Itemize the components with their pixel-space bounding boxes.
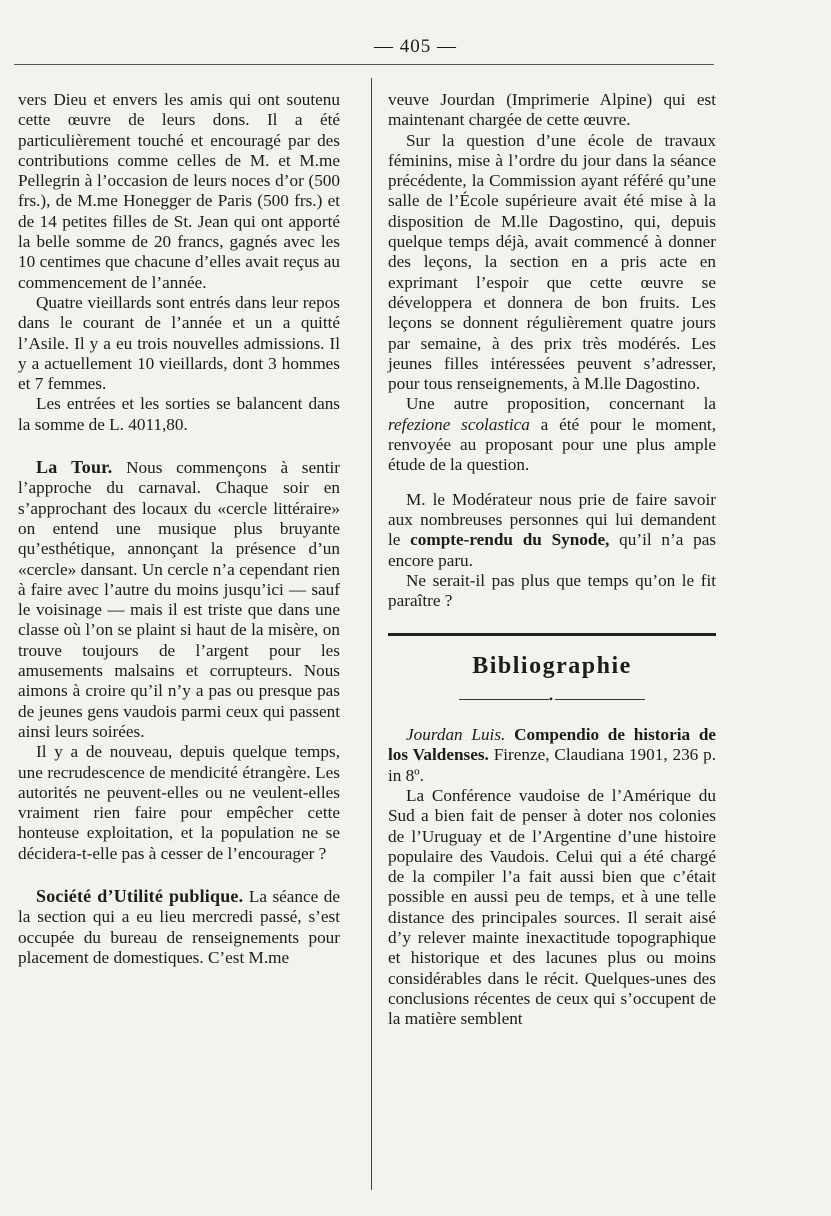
bibliographie-heading: Bibliographie: [472, 653, 632, 680]
asile-paragraph-2: Quatre vieillards sont entrés dans leur repos dans le courant de l’année et un a quitté l’Asile. Il y a eu trois nouvelles admissions. Il y a actuellement 10 vieillards, dont 3 hommes et 7 femmes.: [18, 292, 340, 394]
mendicite-paragraph: Il y a de nouveau, depuis quelque temps, une recrudescence de mendicité étrangère. Les autorités ne peuvent-elles ou ne veulent-elles vraiment rien faire pour empêcher cette honteuse exploitation, et la population ne se décidera-t-elle pas à cesser de l’encourager ?: [18, 742, 340, 863]
biblio-author: Jourdan Luis.: [406, 725, 506, 745]
biblio-entry: [388, 725, 716, 786]
moderateur-text-before: M. le Modérateur nous prie de faire savoir aux nombreuses personnes qui lui demandent le: [388, 489, 716, 550]
asile-paragraph-1: vers Dieu et envers les amis qui ont soutenu cette œuvre de leurs dons. Il a été particulièrement touché et encouragé par des contributions comme celles de M. et M.me Pellegrin à l’occasion de leurs noces d’or (500 frs.), de M.me Honegger de Paris (500 frs.) et de 14 petites filles de St. Jean qui ont apporté la belle somme de 20 francs, gagnés avec les 10 centimes que chacune d’elles avait reçus au commencement de l’année.: [18, 90, 340, 292]
asile-paragraph-3: Les entrées et les sorties se balancent dans la somme de L. 4011,80.: [18, 394, 340, 434]
societe-article: [18, 886, 340, 968]
section-rule: [388, 633, 716, 636]
refezione-italic: refezione scolastica: [388, 414, 530, 434]
refezione-paragraph: [388, 394, 716, 475]
biblio-book-title: Compendio de historia de los Valdenses.: [388, 725, 717, 765]
biblio-publication: Firenze, Claudiana 1901, 236 p. in 8º.: [388, 745, 716, 785]
societe-heading: Société d’Utilité publique.: [36, 885, 244, 906]
societe-text: La séance de la section qui a eu lieu mercredi passé, s’est occupée du bureau de renseignements pour placement de domestiques. C’est M.me: [18, 886, 341, 967]
jourdan-paragraph: veuve Jourdan (Imprimerie Alpine) qui est maintenant chargée de cette œuvre.: [388, 90, 716, 130]
moderateur-paragraph: [388, 490, 716, 571]
header-rule: [14, 64, 714, 65]
biblio-review: La Conférence vaudoise de l’Amérique du Sud a bien fait de penser à doter nos colonies de l’Uruguay et de l’Argentine d’une histoire populaire des Vaudois. Celui qui a été chargé de la compiler l’a fait aussi bien que c’était possible en aussi peu de temps, et à une telle distance des principales sources. Il serait aisé d’y relever mainte inexactitude topographique et historique et des lacunes plus ou moins considérables dans le récit. Quelques-unes des conclusions récentes de ceux qui s’occupent de la matière semblent: [388, 785, 716, 1029]
paraitre-paragraph: Ne serait-il pas plus que temps qu’on le fit paraître ?: [388, 570, 716, 611]
refezione-text-before: Une autre proposition, concernant la: [406, 394, 716, 414]
latour-article: [18, 457, 340, 742]
page-number: — 405 —: [374, 36, 457, 57]
ornament-divider: •: [388, 689, 716, 709]
left-column: [18, 90, 340, 968]
compte-rendu-bold: compte-rendu du Synode,: [410, 530, 610, 550]
moderateur-text-after: qu’il n’a pas encore paru.: [388, 530, 717, 570]
right-column: [388, 90, 716, 1029]
column-divider: [371, 78, 372, 1190]
ecole-paragraph: Sur la question d’une école de travaux féminins, mise à l’ordre du jour dans la séance précédente, la Commission ayant référé qu’une salle de l’École supérieure avait été mise à la disposition de M.lle Dagostino, qui, depuis quelque temps déjà, avait commencé à donner des leçons, la section en a pris acte en exprimant l’espoir que cette œuvre se développera et donnera de bon fruits. Les leçons se donnent régulièrement quatre jours par semaine, à des prix très modérés. Les jeunes filles intéressées peuvent s’adresser, pour tous renseignements, à M.lle Dagostino.: [388, 130, 716, 394]
refezione-text-after: a été pour le moment, renvoyée au proposant pour une plus ample étude de la question.: [388, 414, 716, 475]
latour-heading: La Tour.: [36, 457, 113, 478]
latour-text: Nous commençons à sentir l’approche du carnaval. Chaque soir en s’approchant des locaux du «cercle littéraire» on entend une musique plus bruyante qu’esthétique, annonçant la présence d’un «cercle» dansant. Un cercle n’a cependant rien à faire avec l’autre du moins jusqu’ici — sauf le voisinage — mais il est triste que dans une classe où l’on se plaint si haut de la misère, on trouve toujours de l’argent pour les amusements malsains et corrupteurs. Nous aimons à croire qu’il n’y a pas ou presque pas de jeunes gens vaudois parmi ceux qui passent ainsi leurs soirées.: [18, 458, 340, 741]
